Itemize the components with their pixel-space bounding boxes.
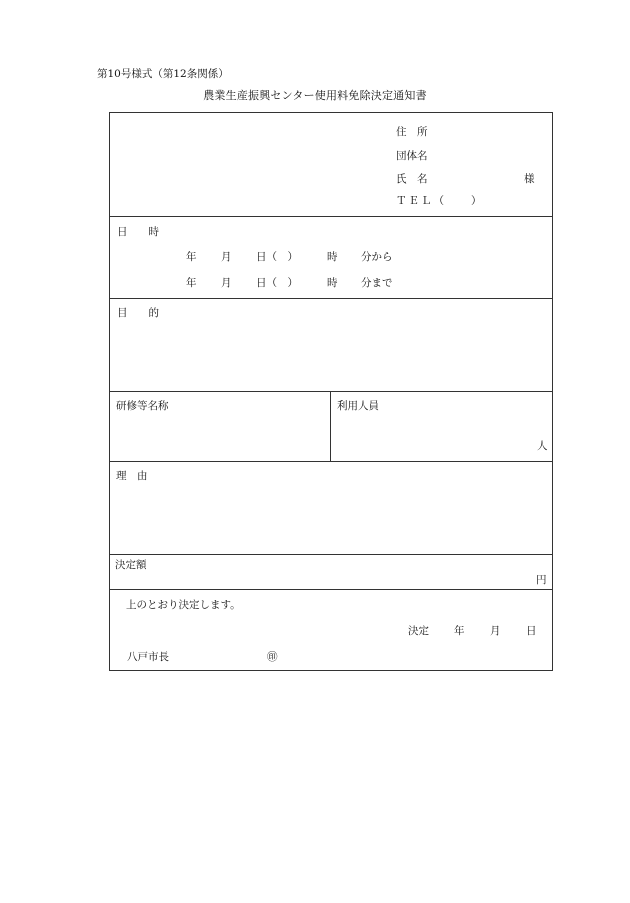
end-year-label: 年 — [186, 277, 197, 289]
end-minute-label: 分まで — [361, 277, 393, 289]
decision-date-label: 決定 — [408, 625, 429, 637]
start-month-label: 月 — [221, 251, 232, 263]
end-hour-label: 時 — [327, 277, 338, 289]
divider-purpose — [109, 391, 553, 392]
purpose-label: 目 的 — [117, 307, 159, 319]
training-name-label: 研修等名称 — [116, 400, 169, 412]
end-month-label: 月 — [221, 277, 232, 289]
datetime-label: 日 時 — [117, 226, 159, 238]
start-minute-label: 分から — [361, 251, 393, 263]
attendees-label: 利用人員 — [337, 400, 379, 412]
decision-statement: 上のとおり決定します。 — [126, 599, 241, 611]
divider-applicant — [109, 216, 553, 217]
document-title: 農業生産振興センター使用料免除決定通知書 — [203, 89, 427, 102]
tel-label: ＴＥＬ（ ） — [396, 195, 484, 207]
decision-month-label: 月 — [490, 625, 501, 637]
amount-unit: 円 — [536, 574, 547, 586]
divider-training — [109, 461, 553, 462]
group-name-label: 団体名 — [396, 150, 428, 162]
seal-mark: ㊞ — [267, 651, 278, 663]
signer-label: 八戸市長 — [127, 651, 169, 663]
honorific-label: 様 — [524, 173, 535, 185]
start-year-label: 年 — [186, 251, 197, 263]
address-label: 住 所 — [396, 126, 428, 138]
decision-day-label: 日 — [526, 625, 537, 637]
end-day-label: 日（ ） — [256, 277, 298, 289]
attendees-unit: 人 — [537, 440, 548, 452]
start-day-label: 日（ ） — [256, 251, 298, 263]
divider-amount — [109, 589, 553, 590]
start-hour-label: 時 — [327, 251, 338, 263]
divider-reason — [109, 554, 553, 555]
reason-label: 理 由 — [116, 470, 148, 482]
divider-vertical-attendees — [330, 391, 331, 461]
decision-year-label: 年 — [454, 625, 465, 637]
divider-datetime — [109, 298, 553, 299]
form-number: 第10号様式（第12条関係） — [97, 68, 229, 80]
amount-label: 決定額 — [115, 559, 147, 571]
name-label: 氏 名 — [396, 173, 428, 185]
